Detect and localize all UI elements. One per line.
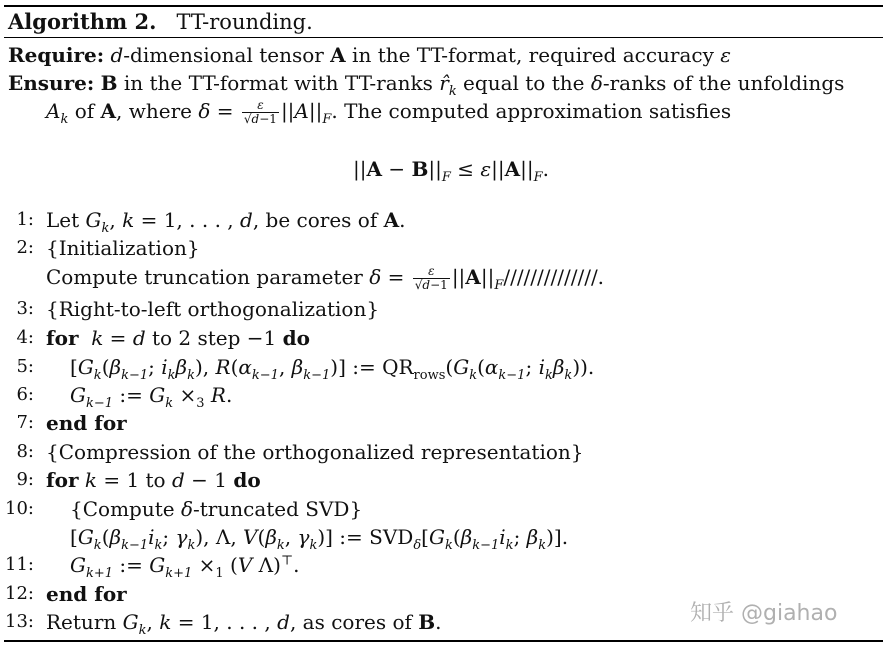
step-10-svd: [$G_k(\beta_{k-1}i_k$; $\gamma_k$), Λ, $V(\beta_k$, $\gamma_k$)] := $SVD_\delta[G_k(\beta_{k-1}i_k$; $\beta_k$)]. bbox=[70, 525, 569, 553]
ensure-display-equation: $||A - B||_F \le \varepsilon||A||_F$. bbox=[353, 157, 550, 185]
ensure-keyword: Ensure: bbox=[8, 71, 95, 95]
step-number: 5: bbox=[16, 356, 34, 377]
step-number: 9: bbox=[16, 469, 34, 490]
ensure-line-1: Ensure: B in the TT-format with TT-ranks $r̂_k$ equal to the δ-ranks of the unfoldings bbox=[8, 71, 845, 99]
step-number: 13: bbox=[5, 611, 34, 632]
step-1: Let $G_k$, k = 1, . . . , d, be cores of A. bbox=[46, 208, 406, 236]
title-rule bbox=[4, 37, 883, 38]
step-2: {Initialization} bbox=[46, 236, 200, 260]
watermark: 知乎 @giahao bbox=[690, 601, 838, 626]
step-6: $G_{k-1}$ := $G_k \times_3$ R. bbox=[70, 383, 233, 411]
step-number: 7: bbox=[16, 412, 34, 433]
step-13: Return $G_k$, k = 1, . . . , d, as cores of B. bbox=[46, 610, 442, 638]
step-3: {Right-to-left orthogonalization} bbox=[46, 297, 380, 321]
step-12: end for bbox=[46, 582, 127, 606]
step-5: [$G_k(\beta_{k-1}$; $i_k\beta_k$), $R(\alpha_{k-1}$, $\beta_{k-1}$)] := $QR_{rows}(G_k(\alpha_{k-1}$; $i_k\beta_k$)). bbox=[70, 355, 595, 383]
step-number: 11: bbox=[5, 554, 34, 575]
step-2-compute: Compute truncation parameter δ = $\frac{\varepsilon}{√d-1}$ $||A||_F//////////////$. bbox=[46, 264, 605, 293]
algorithm-title bbox=[8, 9, 313, 35]
step-number: 1: bbox=[16, 209, 34, 230]
step-10: {Compute δ-truncated SVD} bbox=[70, 497, 363, 521]
algorithm-name: TT-rounding. bbox=[176, 10, 313, 34]
step-11: $G_{k+1}$ := $G_{k+1} \times_1$ (V Λ)⊤. bbox=[70, 553, 300, 581]
require-line: Require: d-dimensional tensor A in the TT-format, required accuracy ε bbox=[8, 43, 731, 67]
step-number: 10: bbox=[5, 498, 34, 519]
require-keyword: Require: bbox=[8, 43, 105, 67]
step-8: {Compression of the orthogonalized representation} bbox=[46, 440, 584, 464]
step-number: 4: bbox=[16, 327, 34, 348]
algorithm-label: Algorithm 2. bbox=[8, 9, 157, 34]
step-number: 2: bbox=[16, 237, 34, 258]
step-4: for k = d to 2 step −1 do bbox=[46, 326, 310, 350]
top-rule bbox=[4, 5, 883, 7]
step-number: 12: bbox=[5, 583, 34, 604]
step-number: 6: bbox=[16, 384, 34, 405]
step-7: end for bbox=[46, 411, 127, 435]
step-number: 8: bbox=[16, 441, 34, 462]
step-number: 3: bbox=[16, 298, 34, 319]
bottom-rule bbox=[4, 640, 883, 642]
step-9: for k = 1 to d − 1 do bbox=[46, 468, 261, 492]
ensure-line-2: $A_k$ of A, where δ = $\frac{\varepsilon}{√d-1}$ $||A||_F$. The computed approximation satisfies bbox=[46, 98, 732, 127]
